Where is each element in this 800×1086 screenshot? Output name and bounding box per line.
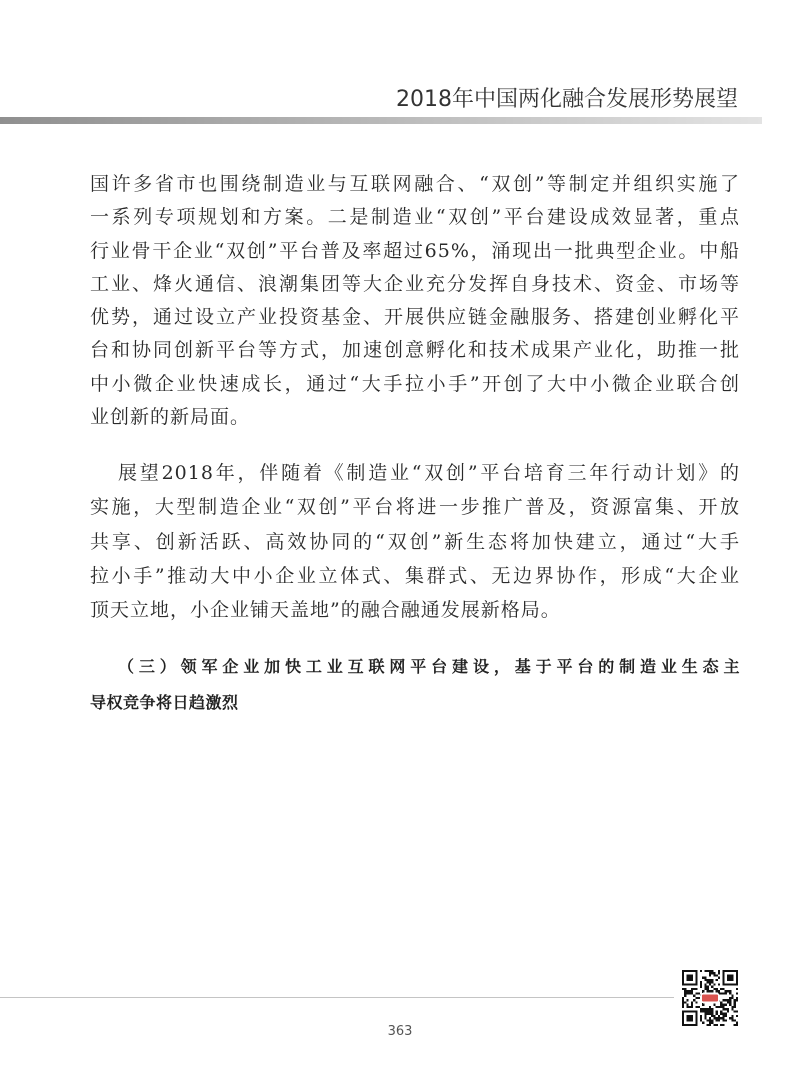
text-line: 实施，大型制造企业“双创”平台将进一步推广普及，资源富集、开放 [90, 496, 740, 519]
text-line: 拉小手”推动大中小企业立体式、集群式、无边界协作，形成“大企业 [90, 564, 740, 587]
section-heading [90, 649, 740, 721]
text-line: 行业骨干企业“双创”平台普及率超过65%，涌现出一批典型企业。中船 [90, 239, 740, 262]
header-rule [0, 117, 762, 124]
text-line: 中小微企业快速成长，通过“大手拉小手”开创了大中小微企业联合创 [90, 372, 740, 395]
text-line: 国许多省市也围绕制造业与互联网融合、“双创”等制定并组织实施了 [90, 173, 740, 195]
qr-code-icon [682, 970, 738, 1026]
qr-code [682, 970, 738, 1026]
qr-logo-icon [701, 994, 719, 1003]
page-number: 363 [387, 1024, 413, 1039]
heading-line: （三）领军企业加快工业互联网平台建设，基于平台的制造业生态主 [118, 657, 740, 676]
running-header-title: 2018年中国两化融合发展形势展望 [396, 87, 738, 112]
text-line: 展望2018年，伴随着《制造业“双创”平台培育三年行动计划》的 [118, 462, 740, 484]
text-line: 顶天立地，小企业铺天盖地”的融合融通发展新格局。 [90, 599, 561, 622]
text-line: 一系列专项规划和方案。二是制造业“双创”平台建设成效显著，重点 [90, 206, 740, 229]
text-line: 台和协同创新平台等方式，加速创意孵化和技术成果产业化，助推一批 [90, 339, 740, 362]
heading-line: 导权竞争将日趋激烈 [90, 693, 239, 712]
text-line: 共享、创新活跃、高效协同的“双创”新生态将加快建立，通过“大手 [90, 530, 740, 553]
text-line: 优势，通过设立产业投资基金、开展供应链金融服务、搭建创业孵化平 [90, 306, 740, 329]
paragraph-2 [90, 456, 740, 627]
text-line: 业创新的新局面。 [90, 406, 251, 429]
text-line: 工业、烽火通信、浪潮集团等大企业充分发挥自身技术、资金、市场等 [90, 272, 740, 295]
paragraph-1 [90, 168, 740, 434]
footer-rule [0, 997, 674, 998]
